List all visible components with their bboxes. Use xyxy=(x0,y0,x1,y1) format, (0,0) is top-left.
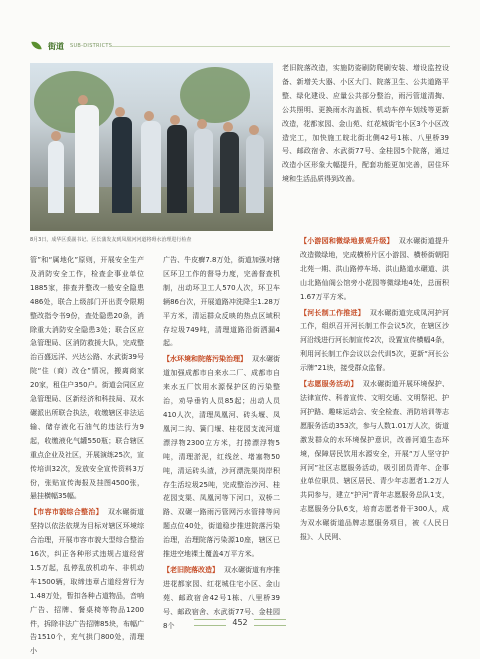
right-column-bottom xyxy=(300,235,449,545)
right-column-top xyxy=(282,62,449,187)
page-number: 452 xyxy=(232,618,248,627)
paragraph: 广告、牛皮癣7.8万处，街道加强对辖区环卫工作的督导力度，完善督查机制，出动环卫工人570人次，环卫车辆86台次，开展道路冲洗降尘1.28万平方米，清运群众反映的热点区域积存垃圾749吨，清理道路沿街洒漏4起。 xyxy=(163,256,280,348)
subheading: 【市容市貌综合整治】 xyxy=(30,508,103,517)
paragraph-market xyxy=(30,506,144,659)
paragraph-text: 双水碾街道开展环境保护、法律宣传、科普宣传、文明交通、文明祭祀、护河护路、趣味运动会、安全检查、消防培训等志愿服务活动353次，参与人数1.01万人次，街道激发群众的水环境保护意识，改善河道生态环境，保障居民饮用水源安全，开展“万人坚守护河河”社区志愿服务活动，吸引团员青年、企事业单位职员、辖区居民、青少年志愿者1.2万人共同参与，建立“护河”青年志愿服务总队1支，志愿服务分队6支，培育志愿者骨干300人，成为双水碾街道品牌志愿服务项目，被《人民日报》、人民网、 xyxy=(300,380,450,542)
header-divider xyxy=(112,46,450,47)
paragraph-water xyxy=(163,353,280,562)
photo-caption: 8月3日，成华区委副书记、区长蒲发友到凤凰河河道将碍水治理进行检查 xyxy=(30,237,192,243)
paragraph-text: 双水碾街道提升改造微绿地，完成横桥片区小游园、横桥街朝阳北苑一期、洪山路停车场、洪山路道水碾道、洪山北路仙阁公馆旁小花园等微绿地4处，总面积1.67万平方米。 xyxy=(300,237,450,301)
middle-column xyxy=(163,254,280,633)
subheading: 【小游园和微绿地景观升级】 xyxy=(300,237,394,245)
section-title: 街道 xyxy=(48,41,64,51)
left-column xyxy=(30,254,144,659)
paragraph-green xyxy=(300,235,449,305)
section-subtitle: SUB-DISTRICTS xyxy=(70,43,113,49)
paragraph-text: 双水碾街道有序推进花都家园、红花城住宅小区、金山苑、邮政宿舍42号1栋、八里桥39号、邮政宿舍、水武街77号、金桂园8个 xyxy=(163,565,280,630)
paragraph-volunteer xyxy=(300,378,449,545)
subheading: 【老旧院落改造】 xyxy=(163,565,219,574)
paragraph: 管”和“属地化”原则，开展安全生产及消防安全工作，检查企事业单位1885家，排查并整改一般安全隐患486处，联合上级部门开出责令限期整改指令书9份，查处隐患20条，消除重大消防安全隐患3处；联合区应急管理局、区消防救援大队，完成整治百盛远洋、兴达公路、水武街39号院“住（商）改仓”情况，搬离商家20家，租住户350户。街道会同区应急管理局、区新经济和科技局、双水碾派出所联合执法，收缴辖区非法运输、储存液化石油气的违法行为9起，收缴液化气罐550瓶；联合辖区重点企业及社区，开展演练25次，宣传培训32次，发放安全宣传资料3万份，张贴宣传海报及挂图4500张，悬挂横幅35幅。 xyxy=(30,256,144,501)
paragraph-text: 双水碾街道坚持以依法依规为目标对辖区环境综合治理，开展市容市貌大型综合整治16次，纠正各种形式违规占道经营1.5万起，乱停乱放机动车、非机动车1500辆，取缔违章占道经营行为1.48万处，暂扣各种占道物品，音响广告、招牌、餐桌椅等物品1200件，拆除非法广告招牌85块，布幅广告1510个，充气拱门800处，清理小 xyxy=(30,508,145,656)
section-header xyxy=(30,38,112,54)
paragraph-text: 双水碾街道完成凤河护河工作，组织召开河长制工作会议5次，在辖区沙河沿线进行河长制宣传2次，设置宣传横幅4条，利用河长制工作会议以会代训5次，更新“河长公示牌”21块，接受群众监督。 xyxy=(300,308,450,373)
subheading: 【志愿服务活动】 xyxy=(300,380,358,389)
page-number-ornament-right xyxy=(254,619,286,626)
inspection-photo xyxy=(30,63,273,231)
paragraph-text: 双水碾街道加强成都市自来水二厂、成都市自来水五厂饮用水源保护区的污染整治，劝导垂钓人员85起；出动人员410人次，清理凤凰河、砖头堰、凤凰河二沟、簧门堰、桂花园支流河道漂浮物2300立方米，打捞漂浮物5吨，清理淤泥，红线丝、堵塞物50吨，清运砖头渣，沙河漂洗渠岗岸积存生活垃圾25吨，完成整治沙河、桂花园支渠、凤凰河等下河口，双桥二路、双碾一路雨污管网污水管排等问题点位40处，街道稳步推进院落污染治理，治理院落污染源10座，辖区已推进空地裸土覆盖4万平方米。 xyxy=(163,355,280,559)
subheading: 【水环境和院落污染治理】 xyxy=(163,355,247,364)
paragraph: 老旧院落改造，实施防姿刷防爬刷安装、增设监控设备、新增关大器、小区大门、院落卫生、公共道路平整、绿化建设、应量公共部分整治，雨污管道清掏、公共照明、更换雨水沟盖板、机动车停车划线等更新改造，花都家园、金山苑、红花城街宅小区3个小区改造完工，加快施工皖北街北侧42号1栋、八里桥39号、邮政宿舍、水武街77号、金桂园5个院落，通过改造小区形象大幅提升，配套功能更加完善，居住环境和生活品质得到改善。 xyxy=(282,64,449,184)
paragraph-river-chief xyxy=(300,307,449,377)
page-footer xyxy=(0,618,480,627)
leaf-icon xyxy=(30,39,44,53)
subheading: 【河长制工作推进】 xyxy=(300,308,365,317)
page-number-ornament-left xyxy=(194,619,226,626)
